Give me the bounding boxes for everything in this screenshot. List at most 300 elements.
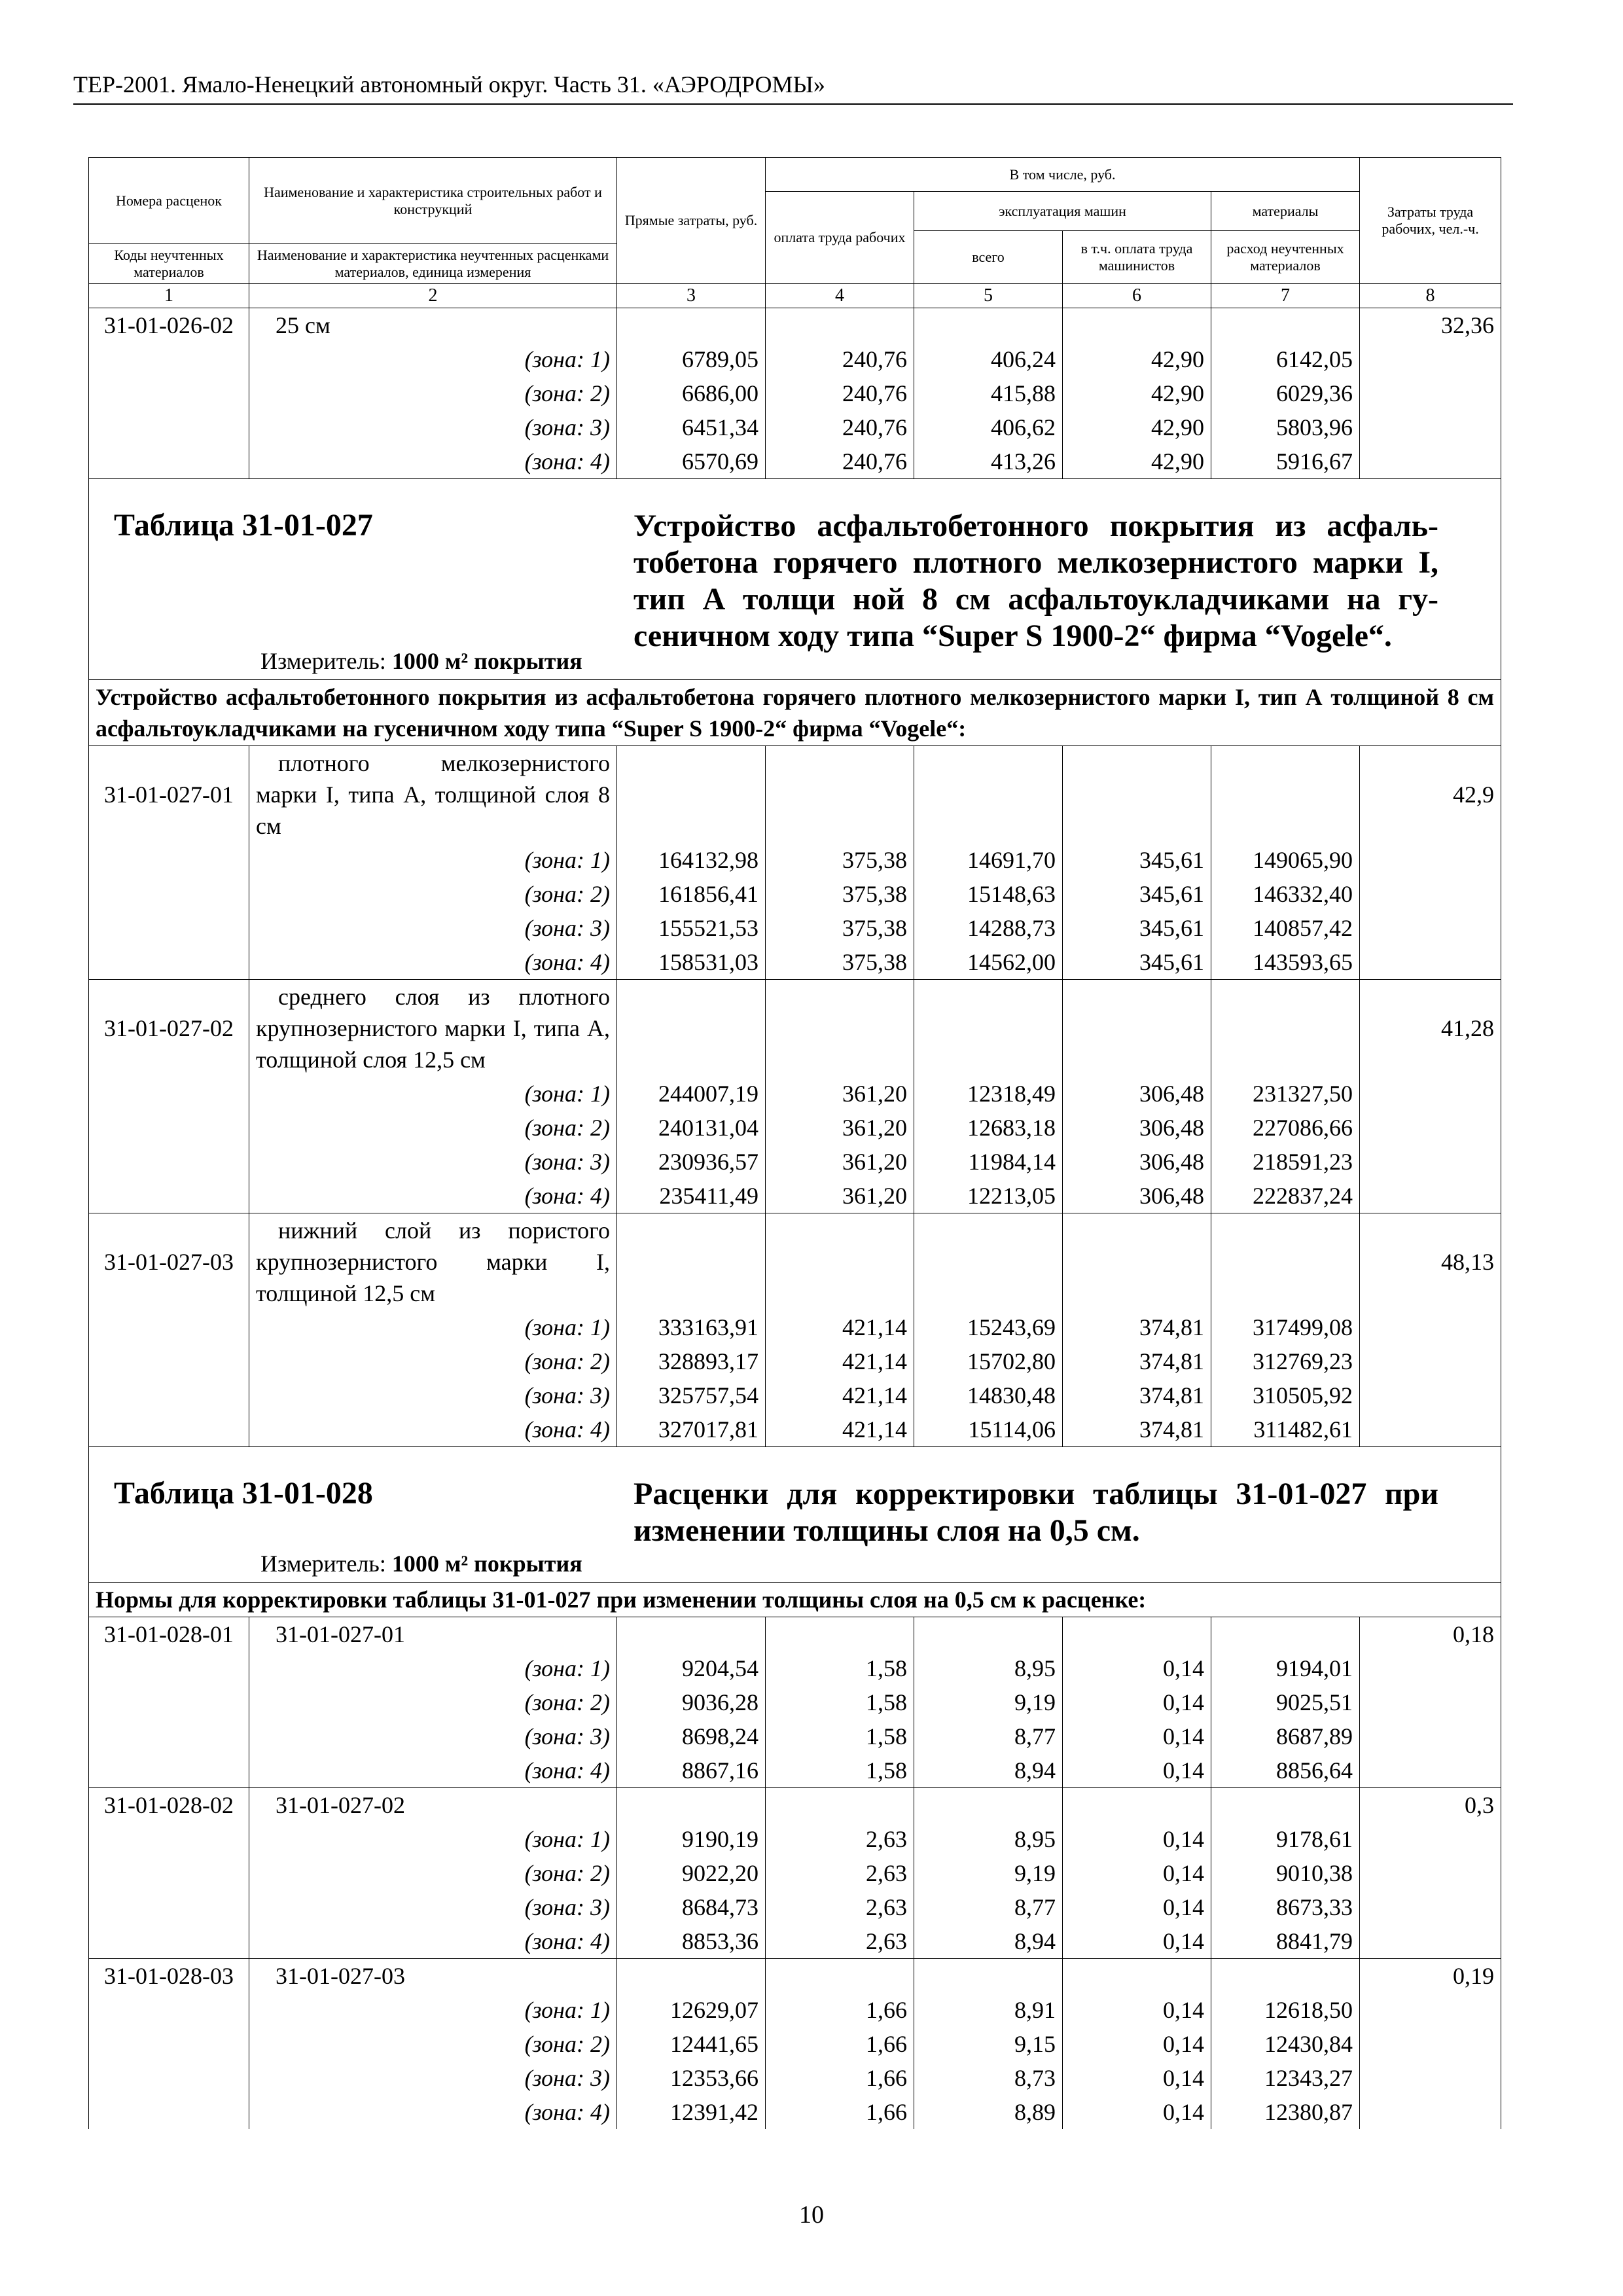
- direct-costs: 9190,19: [617, 1822, 766, 1856]
- zone-label: (зона: 1): [249, 1651, 617, 1685]
- direct-costs: 6686,00: [617, 376, 766, 410]
- labor-costs: 0,18: [1360, 1617, 1501, 1652]
- header-direct-costs: Прямые затраты, руб.: [617, 158, 766, 284]
- machine-operation-total: 11984,14: [914, 1145, 1063, 1179]
- column-number: 3: [617, 284, 766, 308]
- empty-cell: [89, 877, 249, 911]
- labor-costs: 48,13: [1360, 1213, 1501, 1311]
- zone-label: (зона: 4): [249, 444, 617, 479]
- unit-of-measure: [260, 1549, 582, 1578]
- section-row: [89, 680, 1501, 746]
- worker-pay: 1,66: [766, 2061, 914, 2095]
- machine-operation-total: 8,94: [914, 1924, 1063, 1959]
- empty-cell: [1211, 308, 1360, 343]
- empty-cell: [617, 980, 766, 1077]
- operator-pay: 0,14: [1063, 1890, 1211, 1924]
- worker-pay: 1,66: [766, 2027, 914, 2061]
- zone-label: (зона: 4): [249, 1412, 617, 1447]
- zone-label: (зона: 2): [249, 1111, 617, 1145]
- operator-pay: 374,81: [1063, 1378, 1211, 1412]
- empty-cell: [89, 1924, 249, 1959]
- empty-cell: [914, 1213, 1063, 1311]
- column-number: 6: [1063, 284, 1211, 308]
- empty-cell: [1360, 2061, 1501, 2095]
- unaccounted-materials: 8673,33: [1211, 1890, 1360, 1924]
- table-title: Устройство асфальтобетонного покрытия из асфаль-тобетона горячего плотного мелкозернистого марки I, тип А толщи ной 8 см асфальтоукладчиками на гу-сеничном ходу типа “Super S 1900-2“ фирма “Vogele“.: [633, 509, 1438, 653]
- column-number: 7: [1211, 284, 1360, 308]
- operator-pay: 0,14: [1063, 1993, 1211, 2027]
- empty-cell: [1360, 2027, 1501, 2061]
- column-number: 2: [249, 284, 617, 308]
- zone-label: (зона: 1): [249, 1993, 617, 2027]
- empty-cell: [1360, 1753, 1501, 1788]
- operator-pay: 42,90: [1063, 444, 1211, 479]
- header-unaccounted-materials: расход неучтенных материалов: [1211, 231, 1360, 284]
- empty-cell: [617, 1617, 766, 1652]
- unaccounted-materials: 9025,51: [1211, 1685, 1360, 1719]
- direct-costs: 325757,54: [617, 1378, 766, 1412]
- zone-row: [89, 1344, 1501, 1378]
- empty-cell: [1360, 2095, 1501, 2129]
- operator-pay: 0,14: [1063, 1719, 1211, 1753]
- unit-value: 1000 м² покрытия: [391, 648, 582, 674]
- worker-pay: 2,63: [766, 1856, 914, 1890]
- machine-operation-total: 8,77: [914, 1719, 1063, 1753]
- empty-cell: [1360, 410, 1501, 444]
- unaccounted-materials: 231327,50: [1211, 1077, 1360, 1111]
- worker-pay: 240,76: [766, 410, 914, 444]
- rate-code: 31-01-028-01: [89, 1617, 249, 1652]
- machine-operation-total: 12683,18: [914, 1111, 1063, 1145]
- machine-operation-total: 14562,00: [914, 945, 1063, 980]
- unaccounted-materials: 6142,05: [1211, 342, 1360, 376]
- zone-row: [89, 1753, 1501, 1788]
- zone-label: (зона: 2): [249, 877, 617, 911]
- operator-pay: 0,14: [1063, 1822, 1211, 1856]
- unaccounted-materials: 5803,96: [1211, 410, 1360, 444]
- empty-cell: [1211, 1788, 1360, 1823]
- machine-operation-total: 14830,48: [914, 1378, 1063, 1412]
- table-title-block: [96, 1448, 1494, 1581]
- zone-row: [89, 2061, 1501, 2095]
- zone-label: (зона: 4): [249, 1179, 617, 1213]
- empty-cell: [914, 1959, 1063, 1994]
- empty-cell: [89, 1719, 249, 1753]
- machine-operation-total: 15243,69: [914, 1310, 1063, 1344]
- worker-pay: 1,66: [766, 2095, 914, 2129]
- zone-row: [89, 1822, 1501, 1856]
- empty-cell: [89, 1685, 249, 1719]
- empty-cell: [1360, 1856, 1501, 1890]
- machine-operation-total: 14691,70: [914, 843, 1063, 877]
- unaccounted-materials: 9178,61: [1211, 1822, 1360, 1856]
- worker-pay: 421,14: [766, 1344, 914, 1378]
- machine-operation-total: 413,26: [914, 444, 1063, 479]
- unaccounted-materials: 6029,36: [1211, 376, 1360, 410]
- machine-operation-total: 8,89: [914, 2095, 1063, 2129]
- worker-pay: 361,20: [766, 1077, 914, 1111]
- empty-cell: [1063, 1617, 1211, 1652]
- worker-pay: 1,66: [766, 1993, 914, 2027]
- zone-row: [89, 2027, 1501, 2061]
- column-number: 1: [89, 284, 249, 308]
- zone-row: [89, 1993, 1501, 2027]
- worker-pay: 361,20: [766, 1111, 914, 1145]
- empty-cell: [617, 746, 766, 844]
- empty-cell: [766, 308, 914, 343]
- zone-row: [89, 1310, 1501, 1344]
- operator-pay: 306,48: [1063, 1145, 1211, 1179]
- operator-pay: 42,90: [1063, 410, 1211, 444]
- empty-cell: [1360, 1890, 1501, 1924]
- empty-cell: [766, 1617, 914, 1652]
- empty-cell: [89, 410, 249, 444]
- operator-pay: 374,81: [1063, 1412, 1211, 1447]
- empty-cell: [1360, 1993, 1501, 2027]
- unaccounted-materials: 310505,92: [1211, 1378, 1360, 1412]
- empty-cell: [1063, 980, 1211, 1077]
- direct-costs: 12441,65: [617, 2027, 766, 2061]
- direct-costs: 12353,66: [617, 2061, 766, 2095]
- operator-pay: 345,61: [1063, 843, 1211, 877]
- empty-cell: [1360, 1179, 1501, 1213]
- empty-cell: [1211, 746, 1360, 844]
- worker-pay: 361,20: [766, 1145, 914, 1179]
- rate-name: 31-01-027-01: [249, 1617, 617, 1652]
- table-label: Таблица 31-01-027: [114, 508, 373, 543]
- header-labor-costs: Затраты труда рабочих, чел.-ч.: [1360, 158, 1501, 284]
- zone-label: (зона: 2): [249, 1344, 617, 1378]
- empty-cell: [1211, 1617, 1360, 1652]
- machine-operation-total: 8,94: [914, 1753, 1063, 1788]
- unaccounted-materials: 12430,84: [1211, 2027, 1360, 2061]
- rate-row: [89, 308, 1501, 343]
- zone-row: [89, 1719, 1501, 1753]
- rate-name: плотного мелкозернистого марки I, типа А, толщиной слоя 8 см: [249, 746, 617, 844]
- table-title-row: [89, 1447, 1501, 1583]
- section-heading: Устройство асфальтобетонного покрытия из асфальтобетона горячего плотного мелкозернистого марки I, тип А толщиной 8 см асфальтоукладчиками на гусеничном ходу типа “Super S 1900-2“ фирма “Vogele“:: [89, 680, 1501, 746]
- direct-costs: 164132,98: [617, 843, 766, 877]
- direct-costs: 327017,81: [617, 1412, 766, 1447]
- zone-label: (зона: 2): [249, 1856, 617, 1890]
- unaccounted-materials: 5916,67: [1211, 444, 1360, 479]
- rates-page: [88, 157, 1501, 2129]
- unaccounted-materials: 12343,27: [1211, 2061, 1360, 2095]
- empty-cell: [766, 1213, 914, 1311]
- direct-costs: 8853,36: [617, 1924, 766, 1959]
- machine-operation-total: 12318,49: [914, 1077, 1063, 1111]
- worker-pay: 2,63: [766, 1822, 914, 1856]
- direct-costs: 12391,42: [617, 2095, 766, 2129]
- unaccounted-materials: 311482,61: [1211, 1412, 1360, 1447]
- direct-costs: 240131,04: [617, 1111, 766, 1145]
- direct-costs: 8867,16: [617, 1753, 766, 1788]
- empty-cell: [1211, 1959, 1360, 1994]
- empty-cell: [1360, 1310, 1501, 1344]
- rate-row: [89, 1788, 1501, 1823]
- table-title: Расценки для корректировки таблицы 31-01-027 при изменении толщины слоя на 0,5 см.: [633, 1477, 1438, 1548]
- zone-label: (зона: 3): [249, 410, 617, 444]
- zone-label: (зона: 3): [249, 1378, 617, 1412]
- worker-pay: 421,14: [766, 1412, 914, 1447]
- header-operator-pay: в т.ч. оплата труда машинистов: [1063, 231, 1211, 284]
- zone-row: [89, 444, 1501, 479]
- worker-pay: 1,58: [766, 1753, 914, 1788]
- header-name-works: Наименование и характеристика строительных работ и конструкций: [249, 158, 617, 244]
- table-label: Таблица 31-01-028: [114, 1476, 373, 1511]
- direct-costs: 9204,54: [617, 1651, 766, 1685]
- direct-costs: 12629,07: [617, 1993, 766, 2027]
- empty-cell: [89, 1993, 249, 2027]
- worker-pay: 1,58: [766, 1651, 914, 1685]
- machine-operation-total: 8,91: [914, 1993, 1063, 2027]
- empty-cell: [89, 1077, 249, 1111]
- direct-costs: 244007,19: [617, 1077, 766, 1111]
- worker-pay: 361,20: [766, 1179, 914, 1213]
- direct-costs: 9022,20: [617, 1856, 766, 1890]
- operator-pay: 374,81: [1063, 1310, 1211, 1344]
- empty-cell: [1063, 1213, 1211, 1311]
- operator-pay: 0,14: [1063, 1753, 1211, 1788]
- empty-cell: [1360, 1111, 1501, 1145]
- machine-operation-total: 406,24: [914, 342, 1063, 376]
- empty-cell: [1360, 1412, 1501, 1447]
- empty-cell: [1063, 746, 1211, 844]
- empty-cell: [1360, 1651, 1501, 1685]
- rate-name: 25 см: [249, 308, 617, 343]
- zone-label: (зона: 1): [249, 1077, 617, 1111]
- empty-cell: [89, 1344, 249, 1378]
- operator-pay: 42,90: [1063, 376, 1211, 410]
- worker-pay: 375,38: [766, 945, 914, 980]
- column-number: 8: [1360, 284, 1501, 308]
- zone-row: [89, 911, 1501, 945]
- header-in-total: В том числе, руб.: [766, 158, 1360, 192]
- zone-row: [89, 376, 1501, 410]
- machine-operation-total: 15148,63: [914, 877, 1063, 911]
- header-worker-pay: оплата труда рабочих: [766, 192, 914, 284]
- zone-row: [89, 1924, 1501, 1959]
- unaccounted-materials: 222837,24: [1211, 1179, 1360, 1213]
- zone-row: [89, 945, 1501, 980]
- direct-costs: 6451,34: [617, 410, 766, 444]
- machine-operation-total: 15702,80: [914, 1344, 1063, 1378]
- empty-cell: [1360, 1822, 1501, 1856]
- zone-label: (зона: 4): [249, 1924, 617, 1959]
- zone-row: [89, 1890, 1501, 1924]
- empty-cell: [89, 1378, 249, 1412]
- unaccounted-materials: 312769,23: [1211, 1344, 1360, 1378]
- operator-pay: 0,14: [1063, 1856, 1211, 1890]
- page-number: 10: [799, 2201, 824, 2229]
- direct-costs: 235411,49: [617, 1179, 766, 1213]
- header-materials: материалы: [1211, 192, 1360, 231]
- labor-costs: 0,19: [1360, 1959, 1501, 1994]
- section-row: [89, 1583, 1501, 1617]
- worker-pay: 375,38: [766, 843, 914, 877]
- unit-prefix: Измеритель:: [260, 648, 386, 674]
- zone-label: (зона: 1): [249, 1822, 617, 1856]
- header-codes-unaccounted: Коды неучтенных материалов: [89, 244, 249, 284]
- machine-operation-total: 9,19: [914, 1685, 1063, 1719]
- machine-operation-total: 12213,05: [914, 1179, 1063, 1213]
- zone-row: [89, 1145, 1501, 1179]
- worker-pay: 2,63: [766, 1890, 914, 1924]
- labor-costs: 42,9: [1360, 746, 1501, 844]
- column-number: 5: [914, 284, 1063, 308]
- zone-row: [89, 843, 1501, 877]
- zone-row: [89, 410, 1501, 444]
- operator-pay: 0,14: [1063, 2027, 1211, 2061]
- empty-cell: [1211, 1213, 1360, 1311]
- worker-pay: 1,58: [766, 1685, 914, 1719]
- rate-row: [89, 1213, 1501, 1311]
- empty-cell: [1211, 980, 1360, 1077]
- zone-row: [89, 2095, 1501, 2129]
- empty-cell: [617, 308, 766, 343]
- zone-label: (зона: 3): [249, 1145, 617, 1179]
- zone-row: [89, 1378, 1501, 1412]
- unaccounted-materials: 12618,50: [1211, 1993, 1360, 2027]
- empty-cell: [1360, 911, 1501, 945]
- operator-pay: 0,14: [1063, 2061, 1211, 2095]
- empty-cell: [89, 376, 249, 410]
- zone-label: (зона: 3): [249, 1719, 617, 1753]
- direct-costs: 161856,41: [617, 877, 766, 911]
- zone-label: (зона: 2): [249, 2027, 617, 2061]
- zone-row: [89, 1412, 1501, 1447]
- empty-cell: [1360, 1924, 1501, 1959]
- zone-label: (зона: 2): [249, 1685, 617, 1719]
- table-title-cell: [89, 479, 1501, 680]
- direct-costs: 9036,28: [617, 1685, 766, 1719]
- empty-cell: [766, 746, 914, 844]
- table-title-block: [96, 480, 1494, 678]
- header-rate-numbers: Номера расценок: [89, 158, 249, 244]
- direct-costs: 8698,24: [617, 1719, 766, 1753]
- operator-pay: 0,14: [1063, 1651, 1211, 1685]
- empty-cell: [1360, 1685, 1501, 1719]
- operator-pay: 306,48: [1063, 1111, 1211, 1145]
- empty-cell: [89, 1145, 249, 1179]
- empty-cell: [89, 1111, 249, 1145]
- zone-row: [89, 1077, 1501, 1111]
- empty-cell: [89, 1753, 249, 1788]
- zone-label: (зона: 4): [249, 2095, 617, 2129]
- rate-row: [89, 1959, 1501, 1994]
- empty-cell: [1360, 1145, 1501, 1179]
- zone-row: [89, 1179, 1501, 1213]
- operator-pay: 42,90: [1063, 342, 1211, 376]
- zone-row: [89, 1651, 1501, 1685]
- zone-row: [89, 342, 1501, 376]
- empty-cell: [89, 1890, 249, 1924]
- empty-cell: [89, 1179, 249, 1213]
- zone-label: (зона: 1): [249, 1310, 617, 1344]
- unaccounted-materials: 12380,87: [1211, 2095, 1360, 2129]
- operator-pay: 306,48: [1063, 1077, 1211, 1111]
- zone-row: [89, 1856, 1501, 1890]
- machine-operation-total: 406,62: [914, 410, 1063, 444]
- rate-code: 31-01-028-02: [89, 1788, 249, 1823]
- empty-cell: [89, 945, 249, 980]
- header-name-unaccounted: Наименование и характеристика неучтенных расценками материалов, единица измерения: [249, 244, 617, 284]
- zone-label: (зона: 3): [249, 911, 617, 945]
- empty-cell: [1360, 1344, 1501, 1378]
- zone-row: [89, 1111, 1501, 1145]
- machine-operation-total: 9,15: [914, 2027, 1063, 2061]
- unaccounted-materials: 8687,89: [1211, 1719, 1360, 1753]
- worker-pay: 1,58: [766, 1719, 914, 1753]
- empty-cell: [766, 980, 914, 1077]
- rates-table: [88, 157, 1501, 2129]
- empty-cell: [1063, 1788, 1211, 1823]
- empty-cell: [914, 1617, 1063, 1652]
- worker-pay: 240,76: [766, 342, 914, 376]
- labor-costs: 41,28: [1360, 980, 1501, 1077]
- empty-cell: [1063, 1959, 1211, 1994]
- zone-label: (зона: 1): [249, 342, 617, 376]
- direct-costs: 6789,05: [617, 342, 766, 376]
- empty-cell: [766, 1788, 914, 1823]
- empty-cell: [1360, 877, 1501, 911]
- operator-pay: 0,14: [1063, 2095, 1211, 2129]
- empty-cell: [914, 1788, 1063, 1823]
- empty-cell: [89, 1822, 249, 1856]
- unaccounted-materials: 9194,01: [1211, 1651, 1360, 1685]
- direct-costs: 158531,03: [617, 945, 766, 980]
- rate-name: 31-01-027-02: [249, 1788, 617, 1823]
- empty-cell: [89, 1856, 249, 1890]
- empty-cell: [1360, 1077, 1501, 1111]
- unaccounted-materials: 146332,40: [1211, 877, 1360, 911]
- unaccounted-materials: 317499,08: [1211, 1310, 1360, 1344]
- table-title-cell: [89, 1447, 1501, 1583]
- empty-cell: [89, 2061, 249, 2095]
- worker-pay: 240,76: [766, 444, 914, 479]
- rate-code: 31-01-026-02: [89, 308, 249, 343]
- machine-operation-total: 415,88: [914, 376, 1063, 410]
- machine-operation-total: 9,19: [914, 1856, 1063, 1890]
- direct-costs: 155521,53: [617, 911, 766, 945]
- direct-costs: 6570,69: [617, 444, 766, 479]
- empty-cell: [1360, 376, 1501, 410]
- empty-cell: [89, 2027, 249, 2061]
- machine-operation-total: 8,95: [914, 1822, 1063, 1856]
- operator-pay: 374,81: [1063, 1344, 1211, 1378]
- table-title-row: [89, 479, 1501, 680]
- zone-label: (зона: 3): [249, 1890, 617, 1924]
- rate-row: [89, 1617, 1501, 1652]
- unaccounted-materials: 9010,38: [1211, 1856, 1360, 1890]
- empty-cell: [1360, 444, 1501, 479]
- rate-row: [89, 980, 1501, 1077]
- direct-costs: 8684,73: [617, 1890, 766, 1924]
- operator-pay: 306,48: [1063, 1179, 1211, 1213]
- rate-code: 31-01-028-03: [89, 1959, 249, 1994]
- machine-operation-total: 15114,06: [914, 1412, 1063, 1447]
- empty-cell: [1360, 1719, 1501, 1753]
- empty-cell: [617, 1959, 766, 1994]
- empty-cell: [89, 843, 249, 877]
- rate-code: 31-01-027-01: [89, 746, 249, 844]
- empty-cell: [1360, 1378, 1501, 1412]
- worker-pay: 240,76: [766, 376, 914, 410]
- unit-of-measure: [260, 647, 582, 675]
- empty-cell: [89, 1412, 249, 1447]
- operator-pay: 345,61: [1063, 877, 1211, 911]
- operator-pay: 0,14: [1063, 1924, 1211, 1959]
